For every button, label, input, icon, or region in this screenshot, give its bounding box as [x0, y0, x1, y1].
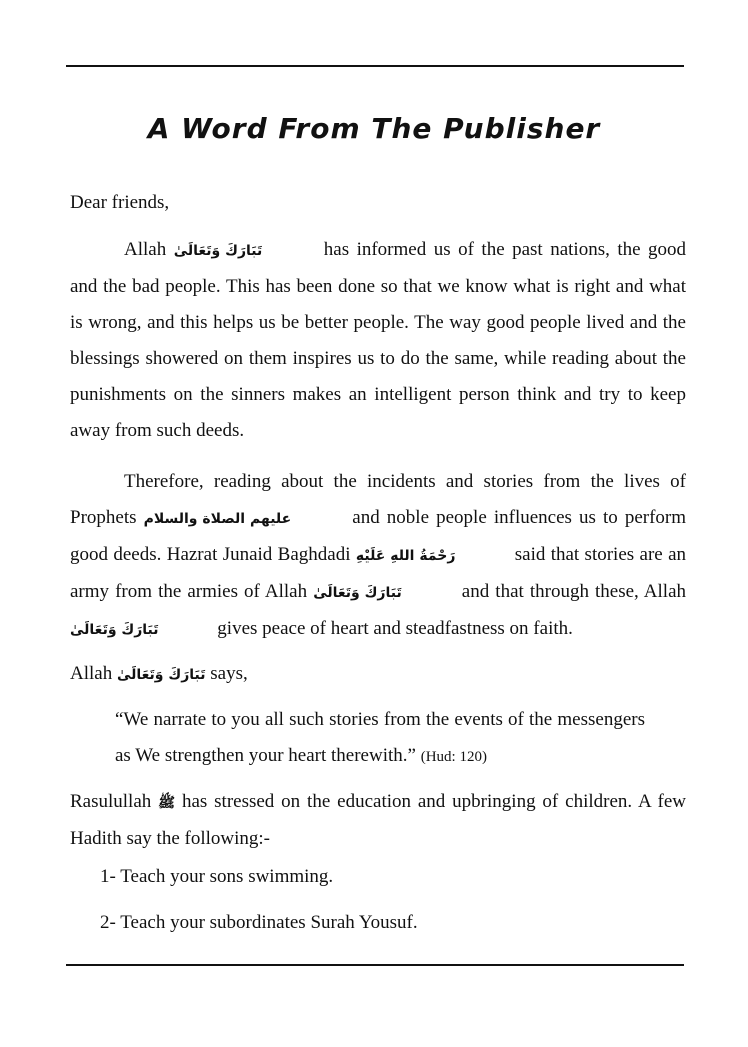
page-title: A Word From The Publisher	[147, 112, 601, 145]
p2-b: and noble people influences us to perform good deeds. Hazrat Junaid Baghdadi	[70, 507, 687, 565]
paragraph-3	[70, 784, 686, 857]
allah-says-line	[70, 656, 686, 693]
list-number: 1-	[100, 866, 116, 887]
p2-a: Therefore, reading about the incidents and stories from the lives of Prophets	[70, 471, 686, 528]
arabic-honorific: رَحْمَةُ اللهِ عَلَيْهِ	[355, 548, 456, 564]
quran-quote	[115, 702, 645, 775]
bottom-rule	[66, 964, 684, 966]
p1-lead: Allah	[124, 239, 167, 260]
list-text: Teach your subordinates Surah Yousuf.	[120, 912, 418, 933]
p1-body: has informed us of the past nations, the good and the bad people. This has been done so that we know what is right and what is wrong, and this helps us be better people. The way good people lived and the blessings showered on them inspires us to do the same, while reading about the punishments on the sinners makes an intelligent person think and try to keep away from such deeds.	[70, 239, 687, 441]
arabic-honorific: تَبَارَكَ وَتَعَالَىٰ	[116, 667, 206, 683]
p2-e: gives peace of heart and steadfastness on faith.	[217, 618, 573, 639]
arabic-honorific: تَبَارَكَ وَتَعَالَىٰ	[173, 243, 263, 259]
list-text: Teach your sons swimming.	[120, 866, 334, 887]
says-verb: says,	[210, 663, 248, 684]
quote-reference: (Hud: 120)	[420, 749, 487, 765]
list-item	[100, 912, 418, 934]
list-item	[100, 866, 333, 888]
arabic-honorific: تَبَارَكَ وَتَعَالَىٰ	[313, 585, 402, 601]
paragraph-1	[70, 232, 686, 449]
quote-text: “We narrate to you all such stories from the events of the messengers as We strengthen your heart therewith.”	[115, 709, 645, 766]
p3-body: has stressed on the education and upbringing of children. A few Hadith say the following:-	[70, 791, 686, 849]
says-lead: Allah	[70, 663, 113, 684]
greeting: Dear friends,	[70, 192, 170, 213]
arabic-honorific: ﷺ	[158, 795, 176, 811]
arabic-honorific: تَبَارَكَ وَتَعَالَىٰ	[70, 622, 159, 638]
p2-d: and that through these, Allah	[461, 581, 687, 602]
paragraph-2	[70, 464, 686, 648]
arabic-honorific: عليهم الصلاة والسلام	[143, 511, 292, 527]
p3-lead: Rasulullah	[70, 791, 152, 812]
list-number: 2-	[100, 912, 116, 933]
p2-c: said that stories are an army from the armies of Allah	[70, 544, 687, 602]
top-rule	[66, 65, 684, 67]
